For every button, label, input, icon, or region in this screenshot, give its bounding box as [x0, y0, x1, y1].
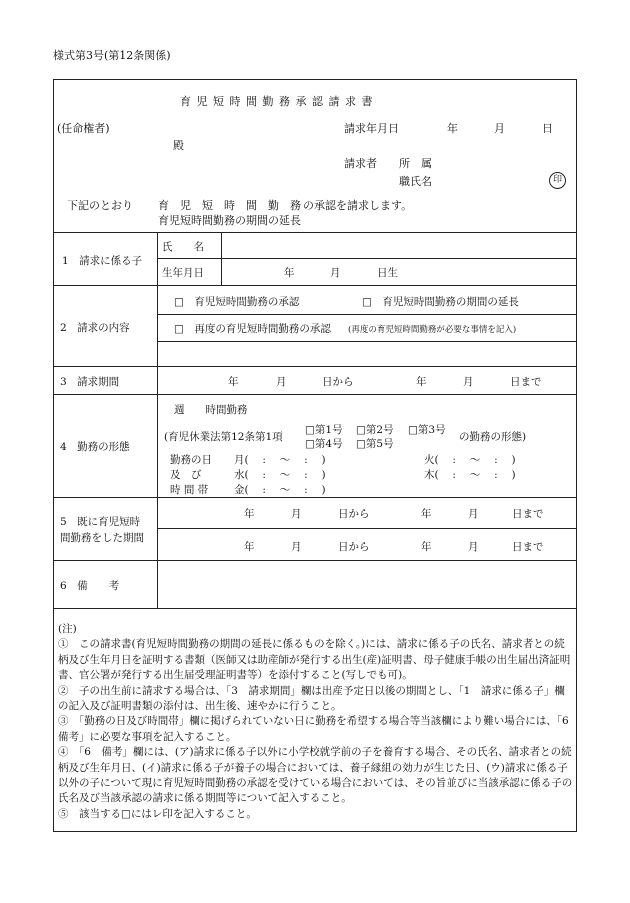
prev-row2-to-year: 年: [421, 541, 432, 553]
section-content-label: 2 請求の内容: [60, 322, 130, 334]
request-date-month: 月: [494, 122, 505, 135]
divider: [157, 258, 577, 259]
friday-hours: 金( : ～ : ): [234, 484, 326, 496]
re-approval-note: (再度の育児短時間勤務が必要な事情を記入): [348, 325, 517, 335]
law-suffix: の勤務の形態): [459, 431, 527, 443]
divider: [53, 497, 577, 498]
prev-row1-to-month: 月: [468, 508, 479, 520]
monday-hours: 月( : ～ : ): [234, 454, 326, 466]
intro-option-approval: 育 児 短 時 間 勤 務: [158, 199, 301, 212]
period-from-year: 年: [228, 376, 239, 388]
checkbox-extension[interactable]: □ 育児短時間勤務の期間の延長: [362, 296, 519, 308]
section-child-label: 1 請求に係る子: [62, 255, 143, 267]
divider: [157, 341, 577, 342]
note-item: ② 子の出生前に請求する場合は、「3 請求期間」欄は出産予定日以後の期間とし、「1 請求に係る子」欄の記入及び証明書類の添付は、出生後、速やかに行うこと。: [58, 684, 565, 713]
prev-row2-from-month: 月: [291, 541, 302, 553]
checkbox-item-2[interactable]: □第2号: [356, 424, 394, 436]
request-date-label: 請求年月日: [344, 122, 399, 135]
honorific: 殿: [173, 139, 184, 152]
divider: [157, 314, 577, 315]
work-days-label: 及 び: [170, 469, 202, 481]
form-label: 様式第3号(第12条関係): [53, 49, 171, 62]
checkbox-re-approval[interactable]: □ 再度の育児短時間勤務の承認: [174, 323, 331, 335]
prev-row1-from-suffix: 日から: [338, 508, 370, 520]
notes-heading: (注): [58, 623, 77, 635]
seal-mark: 印: [549, 172, 566, 189]
name-title-label: 職氏名: [399, 175, 432, 188]
prev-row2-from-year: 年: [244, 541, 255, 553]
tuesday-hours: 火( : ～ : ): [424, 454, 516, 466]
section-previous-label: 5 既に育児短時: [60, 516, 141, 528]
child-birth-label: 生年月日: [162, 267, 204, 279]
period-to-year: 年: [416, 376, 427, 388]
requester-label: 請求者: [344, 157, 377, 170]
note-item: ④ 「6 備考」欄には、(ア)請求に係る子以外に小学校就学前の子を養育する場合、その氏名、請求者との続柄及び生年月日、(イ)請求に係る子が養子の場合においては、養子縁組の効力が生じた日、(ウ)請求に係る子以外の子について現に育児短時間勤務の承認を受けている場合においては、その旨並びに当該承認に係る子の氏名及び当該承認の請求に係る期間等について記入すること。: [58, 746, 573, 805]
note-item: ③ 「勤務の日及び時間帯」欄に掲げられていない日に勤務を希望する場合等当該欄により難い場合には、「6 備考」に必要な事項を記入すること。: [58, 715, 580, 743]
prev-row2-to-month: 月: [468, 541, 479, 553]
divider: [53, 366, 577, 367]
intro-prefix: 下記のとおり: [67, 199, 133, 212]
child-name-label: 氏 名: [162, 241, 204, 253]
work-days-label: 時 間 帯: [170, 484, 209, 496]
prev-row1-to-year: 年: [421, 508, 432, 520]
child-birth-month: 月: [330, 267, 341, 279]
period-from-suffix: 日から: [322, 376, 354, 388]
section-previous-label: 間勤務をした期間: [60, 532, 144, 544]
period-from-month: 月: [276, 376, 287, 388]
divider: [53, 608, 577, 609]
intro-option-extension: 育児短時間勤務の期間の延長: [158, 214, 301, 227]
prev-row1-to-suffix: 日まで: [512, 508, 544, 520]
form-title: 育 児 短 時 間 勤 務 承 認 請 求 書: [180, 95, 374, 108]
divider: [53, 560, 577, 561]
note-item: ① この請求書(育児短時間勤務の期間の延長に係るものを除く。)には、請求に係る子の氏名、請求者との続柄及び生年月日を証明する書類（医師又は助産師が発行する出生(産)証明書、母子健康手帳の出生届出済証明書、官公署が発行する出生届受理証明書等）を添付すること(写しでも可)。: [58, 638, 571, 682]
divider: [53, 285, 577, 286]
request-date-year: 年: [447, 122, 458, 135]
law-reference: (育児休業法第12条第1項: [164, 431, 283, 443]
request-date-day: 日: [542, 122, 553, 135]
period-to-month: 月: [463, 376, 474, 388]
divider: [157, 528, 577, 529]
period-to-suffix: 日まで: [510, 376, 542, 388]
intro-suffix: の承認を請求します。: [303, 199, 413, 212]
checkbox-item-1[interactable]: □第1号: [305, 424, 343, 436]
weekly-hours: 週 時間勤務: [174, 404, 248, 416]
affiliation-label: 所 属: [399, 157, 432, 170]
thursday-hours: 木( : ～ : ): [424, 469, 516, 481]
prev-row2-to-suffix: 日まで: [512, 541, 544, 553]
child-birth-year: 年: [284, 267, 295, 279]
child-birth-day: 日生: [377, 267, 398, 279]
section-remarks-label: 6 備 考: [60, 580, 120, 592]
divider: [53, 232, 577, 233]
divider: [53, 394, 577, 395]
prev-row1-from-month: 月: [291, 508, 302, 520]
section-period-label: 3 請求期間: [60, 376, 120, 388]
section-work-label: 4 勤務の形態: [60, 441, 130, 453]
work-days-label: 勤務の日: [170, 454, 212, 466]
wednesday-hours: 水( : ～ : ): [234, 469, 326, 481]
checkbox-approval[interactable]: □ 育児短時間勤務の承認: [174, 296, 300, 308]
prev-row1-from-year: 年: [244, 508, 255, 520]
checkbox-item-4[interactable]: □第4号: [305, 438, 343, 450]
notes-block: [58, 622, 580, 822]
checkbox-item-5[interactable]: □第5号: [356, 438, 394, 450]
divider: [157, 232, 158, 608]
authority-label: (任命権者): [57, 122, 110, 135]
note-item: ⑤ 該当する□にはレ印を記入すること。: [58, 807, 257, 820]
divider: [221, 232, 222, 285]
prev-row2-from-suffix: 日から: [338, 541, 370, 553]
checkbox-item-3[interactable]: □第3号: [408, 424, 446, 436]
